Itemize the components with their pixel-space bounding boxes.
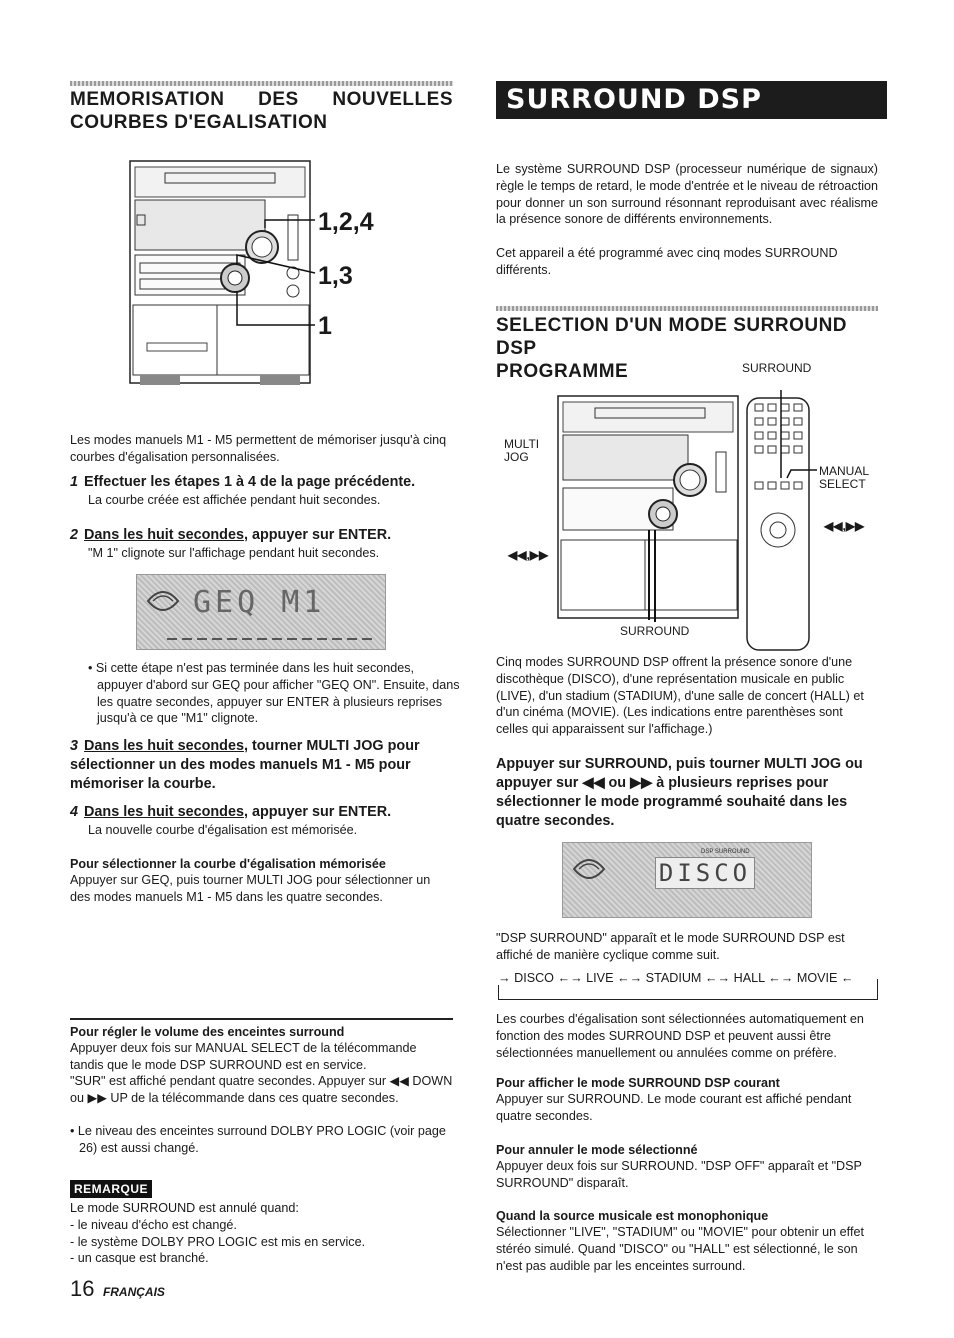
- mono-text: Sélectionner "LIVE", "STADIUM" ou "MOVIE" pour obtenir un effet stéréo simulé. Quand "DISCO" ou "HALL" est sélectionné, le son n'est pas audible par les enceintes surround.: [496, 1225, 864, 1273]
- surround-intro-2: Cet appareil a été programmé avec cinq modes SURROUND différents.: [496, 246, 838, 277]
- intro-text: Les modes manuels M1 - M5 permettent de mémoriser jusqu'à cinq courbes d'égalisation personnalisées.: [70, 433, 447, 464]
- page-language: FRANÇAIS: [102, 1285, 165, 1299]
- cancel-mode-text: Appuyer deux fois sur SURROUND. "DSP OFF" apparaît et "DSP SURROUND" disparaît.: [496, 1159, 862, 1190]
- dsp-text: "DSP SURROUND" apparaît et le mode SURROUND DSP est affiché de manière cyclique comme suit.: [496, 931, 845, 962]
- remarque-line: - le système DOLBY PRO LOGIC est mis en service.: [70, 1234, 366, 1249]
- cycle-item: STADIUM: [645, 971, 702, 985]
- remarque-line: - un casque est branché.: [70, 1251, 209, 1266]
- step-1-desc: La courbe créée est affichée pendant huit secondes.: [88, 493, 381, 507]
- surround-instruction: Appuyer sur SURROUND, puis tourner MULTI JOG ou appuyer sur ◀◀ ou ▶▶ à plusieurs reprises pour sélectionner le mode programmé souhaité dans les quatre secondes.: [496, 756, 863, 829]
- step-4-desc: La nouvelle courbe d'égalisation est mémorisée.: [88, 823, 358, 837]
- step-3-text: , tourner MULTI JOG pour sélectionner un des modes manuels M1 - M5 pour mémoriser la courbe.: [70, 738, 420, 792]
- step-2-number: 2: [70, 527, 79, 543]
- cancel-mode-title: Pour annuler le mode sélectionné: [496, 1143, 698, 1157]
- section-title-line2: COURBES D'EGALISATION: [70, 112, 328, 133]
- figure-label-2: 1,3: [318, 262, 353, 290]
- cycle-item: MOVIE: [796, 971, 838, 985]
- step-3-number: 3: [70, 738, 79, 754]
- step-1-number: 1: [70, 474, 79, 490]
- step-4: [70, 803, 453, 822]
- surround-symbol-icon: [569, 849, 609, 889]
- show-mode-text: Appuyer sur SURROUND. Le mode courant est affiché pendant quatre secondes.: [496, 1092, 852, 1123]
- cycle-item: LIVE: [586, 971, 614, 985]
- label-surround-bottom: SURROUND: [620, 624, 690, 638]
- cycle-sequence: → DISCO ←→ LIVE ←→ STADIUM ←→ HALL ←→ MOVIE ←: [498, 971, 854, 985]
- section-rule: [496, 306, 878, 311]
- label-surround-top: SURROUND: [742, 361, 812, 375]
- modes-text: Cinq modes SURROUND DSP offrent la présence sonore d'une discothèque (DISCO), d'une représentation musicale en public (LIVE), d'un stadium (STADIUM), d'une salle de concert (HALL) et d'un cinéma (MOVIE). (Les indications entre parenthèses sont celles qui apparaissent sur l'affichage.): [496, 655, 864, 737]
- volume-text-2: "SUR" est affiché pendant quatre secondes. Appuyer sur ◀◀ DOWN ou ▶▶ UP de la télécommande dans ces quatre secondes.: [70, 1074, 453, 1105]
- divider: [70, 1018, 453, 1020]
- section-title-line1: MEMORISATION DES NOUVELLES: [70, 89, 453, 110]
- step-4-text: , appuyer sur ENTER.: [243, 804, 392, 820]
- cycle-item: DISCO: [514, 971, 554, 985]
- select-curve-text: Appuyer sur GEQ, puis tourner MULTI JOG pour sélectionner un des modes manuels M1 - M5 dans les quatre secondes.: [70, 873, 431, 904]
- stereo-front-panel-illustration: [125, 155, 405, 390]
- step-3-underline: Dans les huit secondes: [84, 738, 244, 754]
- step-2-text: , appuyer sur ENTER.: [243, 527, 392, 543]
- stereo-and-remote-illustration: [555, 390, 855, 652]
- surround-symbol-icon: [143, 581, 183, 621]
- selection-title-line1: SELECTION D'UN MODE SURROUND DSP: [496, 315, 848, 359]
- volume-text-3: • Le niveau des enceintes surround DOLBY PRO LOGIC (voir page 26) est aussi changé.: [70, 1124, 446, 1155]
- step-1-text: Effectuer les étapes 1 à 4 de la page précédente.: [84, 474, 416, 490]
- lcd-disco-text: DISCO: [655, 857, 755, 889]
- bullet-geq-note: • Si cette étape n'est pas terminée dans les huit secondes, appuyer d'abord sur GEQ pour afficher "GEQ ON". Ensuite, dans les quatre secondes, appuyer sur ENTER à plusieurs reprises jusqu'à ce que "M1" clignote.: [88, 661, 460, 726]
- lcd-geq-text: GEQ M1: [193, 585, 326, 620]
- lcd-dsp-indicator: DSP SURROUND: [701, 849, 750, 855]
- figure-label-1: 1,2,4: [318, 208, 374, 236]
- remarque-line: - le niveau d'écho est changé.: [70, 1217, 237, 1232]
- label-manual-select: MANUAL SELECT: [819, 464, 870, 491]
- remarque-line: Le mode SURROUND est annulé quand:: [70, 1201, 299, 1215]
- page-number: 16: [70, 1276, 95, 1301]
- remarque-list: [70, 1200, 453, 1267]
- surround-intro: Le système SURROUND DSP (processeur numérique de signaux) règle le temps de retard, le mode d'entrée et le niveau de rétroaction pour donner un son surround résonnant reproduisant avec réalisme la présence sonore de différents environnements.: [496, 162, 878, 227]
- volume-title: Pour régler le volume des enceintes surround: [70, 1025, 345, 1039]
- step-4-underline: Dans les huit secondes: [84, 804, 244, 820]
- section-rule: [70, 81, 453, 86]
- eq-curve-bars: [167, 625, 377, 645]
- figure-label-3: 1: [318, 312, 332, 340]
- remarque-label: REMARQUE: [70, 1180, 152, 1198]
- eq-text: Les courbes d'égalisation sont sélectionnées automatiquement en fonction des modes SURROUND DSP et peuvent aussi être sélectionnées manuellement ou annulées comme on préfère.: [496, 1012, 864, 1060]
- lcd-display-geq: [136, 574, 386, 650]
- step-1: [70, 473, 453, 492]
- volume-text-1: Appuyer deux fois sur MANUAL SELECT de la télécommande tandis que le mode DSP SURROUND est en service.: [70, 1041, 417, 1072]
- page-footer: [70, 1276, 165, 1302]
- selection-title: [496, 314, 878, 383]
- mode-cycle-diagram: [496, 971, 876, 1001]
- select-curve-title: Pour sélectionner la courbe d'égalisation mémorisée: [70, 857, 386, 871]
- section-title: [70, 88, 453, 134]
- selection-title-line2: PROGRAMME: [496, 361, 629, 382]
- label-multi-jog: MULTI JOG: [504, 437, 540, 464]
- show-mode-title: Pour afficher le mode SURROUND DSP courant: [496, 1076, 780, 1090]
- cycle-item: HALL: [733, 971, 765, 985]
- lcd-display-disco: [562, 842, 812, 918]
- label-skip-left: ◀◀,▶▶: [508, 548, 549, 562]
- mono-title: Quand la source musicale est monophonique: [496, 1209, 769, 1223]
- step-3: [70, 737, 453, 794]
- step-2-desc: "M 1" clignote sur l'affichage pendant huit secondes.: [88, 546, 380, 560]
- label-skip-right: ◀◀,▶▶: [824, 519, 865, 533]
- step-4-number: 4: [70, 804, 79, 820]
- step-2: [70, 526, 453, 545]
- step-2-underline: Dans les huit secondes: [84, 527, 244, 543]
- surround-dsp-banner: SURROUND DSP: [496, 81, 887, 119]
